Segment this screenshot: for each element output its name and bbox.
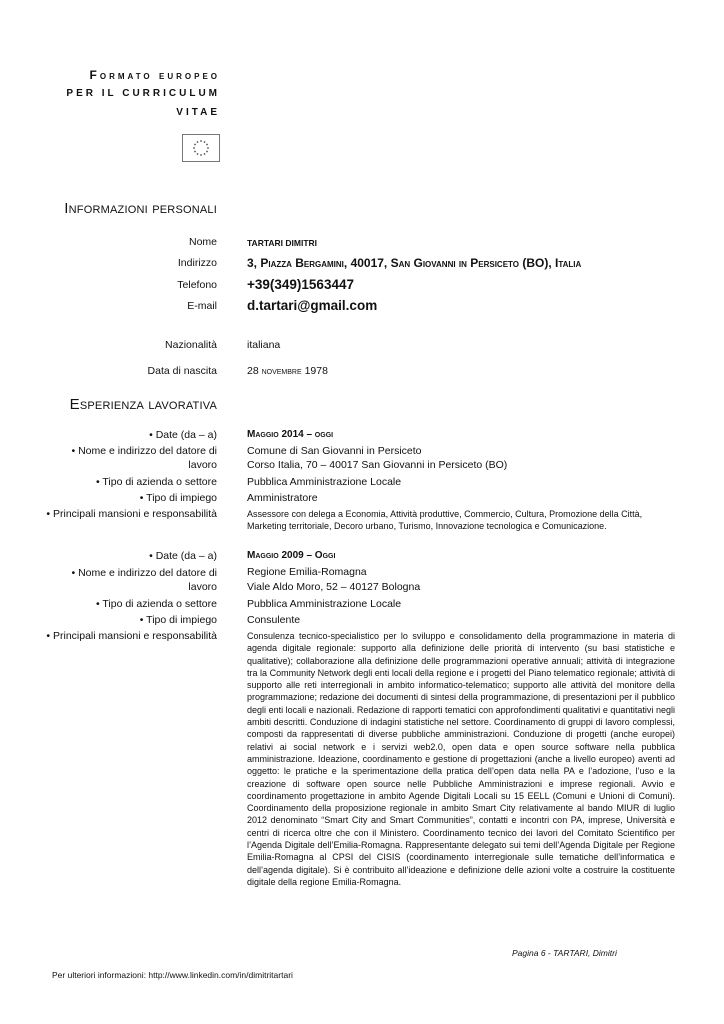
- email-value: d.tartari@gmail.com: [247, 298, 378, 313]
- footer-info: Per ulteriori informazioni: http://www.linkedin.com/in/dimitritartari: [52, 970, 293, 980]
- employer-label-cont: lavoro: [188, 581, 217, 593]
- duties-text: Assessore con delega a Economia, Attività produttive, Commercio, Cultura, Promozione della Città, Marketing territoriale, Decoro urbano, Turismo, Innovazione tecnologica e Comunicazione.: [247, 509, 643, 532]
- job-type-label: • Tipo di impiego: [139, 492, 217, 504]
- duties-label: • Principali mansioni e responsabilità: [46, 630, 217, 642]
- address-value: 3, Piazza Bergamini, 40017, San Giovanni in Persiceto (BO), Italia: [247, 256, 582, 270]
- phone-value: +39(349)1563447: [247, 277, 354, 292]
- job-dates: Maggio 2009 – Oggi: [247, 550, 336, 561]
- eu-flag-icon: [182, 134, 220, 162]
- cv-title-line-3: VITAE: [176, 107, 220, 118]
- nationality-value: italiana: [247, 339, 281, 351]
- section-title-experience: Esperienza lavorativa: [69, 396, 217, 413]
- employer-name: Comune di San Giovanni in Persiceto: [247, 445, 422, 457]
- address-label: Indirizzo: [177, 257, 217, 269]
- employer-address: Corso Italia, 70 – 40017 San Giovanni in Persiceto (BO): [247, 459, 508, 471]
- phone-label: Telefono: [177, 279, 217, 291]
- sector-label: • Tipo di azienda o settore: [95, 598, 217, 610]
- section-title-personal: Informazioni personali: [64, 200, 217, 217]
- dates-label: • Date (da – a): [149, 429, 217, 441]
- name-value: TARTARI DIMITRI: [247, 238, 318, 248]
- sector-value: Pubblica Amministrazione Locale: [247, 598, 402, 610]
- nationality-label: Nazionalità: [165, 339, 217, 351]
- employer-label: • Nome e indirizzo del datore di: [71, 445, 217, 457]
- name-label: Nome: [188, 236, 217, 248]
- cv-title-line-1: Formato europeo: [89, 68, 220, 82]
- sector-value: Pubblica Amministrazione Locale: [247, 476, 402, 488]
- employer-address: Viale Aldo Moro, 52 – 40127 Bologna: [247, 581, 421, 593]
- duties-text: Consulenza tecnico-specialistico per lo sviluppo e consolidamento della programmazione in materia di agenda digitale regionale: supporto alla definizione delle priorità di intervento (su basi statistiche e qualitative); collaborazione alla definizione delle programmazioni operative annuali; attività di integrazione tra la Community Network degli enti locali della regione e i progetti del Piano telematico regionale; attività di supporto alle reti interregionali in ambito informatico-telematico; supporto alle attività del monitore della programmazione; redazione dei documenti di sintesi della programmazione, di presentazioni per il pubblico degli enti locali e nazionali. Redazione di rapporti tematici con approfondimenti qualitativi e quantitativi negli ambiti descritti. Conduzione di indagini statistiche nel settore. Coordinamento di gruppi di lavoro complessi, composti da rappresentati di diverse pubbliche amministrazioni. Conduzione di progetti (anche europei) relativi ai social network e i servizi web2.0, open data e open source software nella pubblica amministrazione. Ideazione, coordinamento e gestione di progettazioni (anche a livello europeo) aventi ad oggetto: le pratiche e la sperimentazione della pratica dell’open data nella PA e l’adozione, l’uso e la creazione di software open source nelle Pubbliche Amministrazioni e imprese regionali. Avvio e coordinamento progettazione in ambito Agende Digitali Locali su 15 EELL (Comuni e Unioni di Comuni). Coordinamento della proposizione regionale in ambito Smart City relativamente al bando MIUR di luglio 2012 denominato “Smart City and Smart Communities”, contatti e incontri con PA, imprese, Università e centri di ricerca oltre che con il Ministero. Coordinamento tecnico dei lavori del Comitato Scientifico per l’Agenda Digitale dell’Emilia-Romagna. Rappresentante delegato sui temi dell’Agenda Digitale per Regione Emilia-Romagna al CPSI del CISIS (coordinamento interregionale sulle tematiche dell’informatica e dell’agenda digitale). Si è contribuito all’ideazione e definizione delle azioni volte a costruire la costituente digitale della regione Emilia-Romagna.: [247, 631, 675, 887]
- job-dates: Maggio 2014 – oggi: [247, 429, 334, 440]
- job-type-label: • Tipo di impiego: [139, 614, 217, 626]
- employer-label-cont: lavoro: [188, 459, 217, 471]
- sector-label: • Tipo di azienda o settore: [95, 476, 217, 488]
- cv-title-line-2: PER IL CURRICULUM: [66, 88, 220, 99]
- page-footer: Pagina 6 - TARTARI, Dimitri: [512, 948, 617, 958]
- job-type-value: Consulente: [247, 614, 301, 626]
- email-label: E-mail: [187, 300, 217, 312]
- birth-label: Data di nascita: [147, 365, 217, 377]
- job-type-value: Amministratore: [247, 492, 318, 504]
- dates-label: • Date (da – a): [149, 550, 217, 562]
- birth-value: 28 novembre 1978: [247, 365, 328, 377]
- employer-name: Regione Emilia-Romagna: [247, 566, 367, 578]
- duties-label: • Principali mansioni e responsabilità: [46, 508, 217, 520]
- employer-label: • Nome e indirizzo del datore di: [71, 567, 217, 579]
